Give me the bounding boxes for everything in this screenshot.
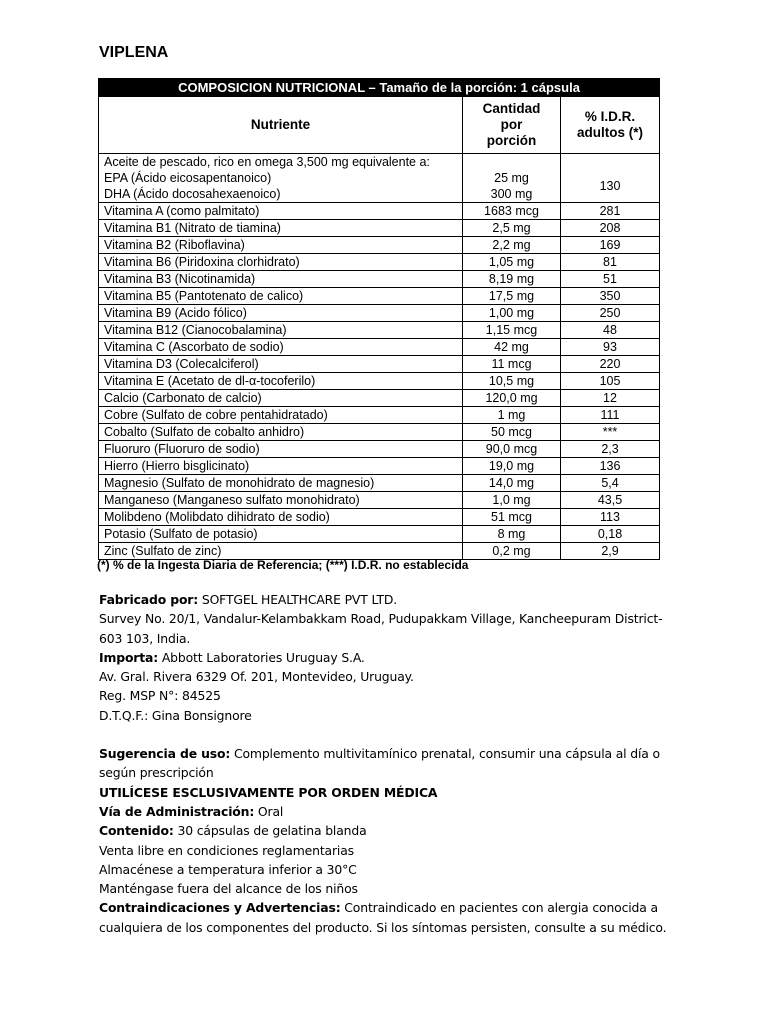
nutrient-idr: 250 (561, 305, 660, 322)
table-row (99, 254, 660, 271)
table-row (99, 288, 660, 305)
nutrient-idr: 220 (561, 356, 660, 373)
nutrient-amount: 51 mcg (463, 509, 561, 526)
nutrition-table (98, 78, 660, 560)
usage-line (99, 744, 679, 763)
nutrient-amount: 8 mg (463, 526, 561, 543)
nutrient-idr: 113 (561, 509, 660, 526)
nutrient-idr: 43,5 (561, 492, 660, 509)
nutrient-idr: 51 (561, 271, 660, 288)
prescription-warning (99, 783, 679, 802)
nutrient-name: Fluoruro (Fluoruro de sodio) (99, 441, 463, 458)
content-line (99, 821, 679, 840)
registration-number: Reg. MSP N°: 84525 (99, 688, 221, 704)
table-row (99, 237, 660, 254)
nutrient-idr: 93 (561, 339, 660, 356)
manufacturer-address-2: 603 103, India. (99, 630, 191, 646)
nutrient-idr: 5,4 (561, 475, 660, 492)
manufacturer-label: Fabricado por: (99, 592, 199, 607)
table-row (99, 492, 660, 509)
nutrient-amount: 1,00 mg (463, 305, 561, 322)
route-value: Oral (254, 803, 284, 819)
manufacturer-address-1: Survey No. 20/1, Vandalur-Kelambakkam Road, Pudupakkam Village, Kancheepuram District- (99, 611, 663, 627)
nutrient-amount: 90,0 mcg (463, 441, 561, 458)
table-footnote: (*) % de la Ingesta Diaria de Referencia; (***) I.D.R. no establecida (97, 558, 469, 572)
table-row (99, 458, 660, 475)
nutrient-name: Vitamina B3 (Nicotinamida) (99, 271, 463, 288)
header-idr-line2: adultos (*) (577, 125, 643, 140)
nutrient-amount: 1 mg (463, 407, 561, 424)
header-amount (463, 97, 561, 154)
route-line (99, 802, 679, 821)
prescription-warning-text: UTILÍCESE ESCLUSIVAMENTE POR ORDEN MÉDICA (99, 784, 438, 800)
content-value: 30 cápsulas de gelatina blanda (173, 823, 367, 839)
contraindications-label: Contraindicaciones y Advertencias: (99, 900, 341, 916)
nutrient-name: Vitamina E (Acetato de dl-α-tocoferilo) (99, 373, 463, 390)
table-row (99, 305, 660, 322)
nutrient-idr: *** (561, 424, 660, 441)
nutrient-idr: 105 (561, 373, 660, 390)
nutrient-name: Manganeso (Manganeso sulfato monohidrato) (99, 492, 463, 509)
nutrient-idr: 111 (561, 407, 660, 424)
children-warning: Manténgase fuera del alcance de los niños (99, 881, 358, 897)
fish-oil-intro-amount-cell (463, 154, 561, 171)
sale-condition: Venta libre en condiciones reglamentarias (99, 842, 354, 858)
table-row (99, 407, 660, 424)
fish-oil-intro: Aceite de pescado, rico en omega 3,500 mg equivalente a: (99, 154, 463, 171)
importer-address: Av. Gral. Rivera 6329 Of. 201, Montevideo, Uruguay. (99, 669, 414, 685)
table-row-epa (99, 170, 660, 186)
nutrient-amount: 2,5 mg (463, 220, 561, 237)
contraindications-value-2: cualquiera de los componentes del producto. Si los síntomas persisten, consulte a su médico. (99, 919, 667, 935)
nutrient-name: Vitamina B12 (Cianocobalamina) (99, 322, 463, 339)
table-row (99, 271, 660, 288)
importer-value: Abbott Laboratories Uruguay S.A. (158, 649, 365, 665)
usage-value-1: Complemento multivitamínico prenatal, consumir una cápsula al día o (230, 746, 660, 762)
nutrient-amount: 1,15 mcg (463, 322, 561, 339)
nutrient-name: Potasio (Sulfato de potasio) (99, 526, 463, 543)
nutrient-idr: 2,3 (561, 441, 660, 458)
storage-condition: Almacénese a temperatura inferior a 30°C (99, 861, 357, 877)
header-idr (561, 97, 660, 154)
nutrient-idr: 350 (561, 288, 660, 305)
nutrient-amount: 8,19 mg (463, 271, 561, 288)
fish-oil-intro-idr-cell (561, 154, 660, 171)
nutrient-amount: 11 mcg (463, 356, 561, 373)
nutrient-name: Hierro (Hierro bisglicinato) (99, 458, 463, 475)
nutrient-amount: 19,0 mg (463, 458, 561, 475)
nutrient-name: Vitamina B9 (Acido fólico) (99, 305, 463, 322)
nutrient-amount: 17,5 mg (463, 288, 561, 305)
table-row-fish-oil-intro (99, 154, 660, 171)
nutrient-name: Molibdeno (Molibdato dihidrato de sodio) (99, 509, 463, 526)
manufacturer-value: SOFTGEL HEALTHCARE PVT LTD. (198, 592, 398, 607)
nutrient-name: Vitamina A (como palmitato) (99, 203, 463, 220)
nutrient-name: Cobre (Sulfato de cobre pentahidratado) (99, 407, 463, 424)
table-row (99, 475, 660, 492)
nutrient-amount: 1,0 mg (463, 492, 561, 509)
route-label: Vía de Administración: (99, 803, 255, 819)
nutrient-name: Cobalto (Sulfato de cobalto anhidro) (99, 424, 463, 441)
nutrient-amount: 120,0 mg (463, 390, 561, 407)
nutrient-amount: 1683 mcg (463, 203, 561, 220)
nutrient-name: Vitamina D3 (Colecalciferol) (99, 356, 463, 373)
manufacturer-line (99, 590, 679, 609)
table-row (99, 509, 660, 526)
nutrient-amount: 2,2 mg (463, 237, 561, 254)
table-row (99, 220, 660, 237)
nutrient-idr: 169 (561, 237, 660, 254)
nutrient-idr: 81 (561, 254, 660, 271)
header-idr-line1: % I.D.R. (584, 109, 636, 124)
nutrient-name: Vitamina B5 (Pantotenato de calico) (99, 288, 463, 305)
nutrient-amount: 42 mg (463, 339, 561, 356)
nutrient-amount: 14,0 mg (463, 475, 561, 492)
header-nutrient: Nutriente (99, 97, 463, 154)
epa-name: EPA (Ácido eicosapentanoico) (99, 170, 463, 186)
usage-label: Sugerencia de uso: (99, 746, 231, 762)
table-banner: COMPOSICION NUTRICIONAL – Tamaño de la porción: 1 cápsula (99, 79, 660, 97)
header-amount-line1: Cantidad (482, 101, 541, 116)
nutrient-name: Magnesio (Sulfato de monohidrato de magnesio) (99, 475, 463, 492)
nutrient-idr: 0,18 (561, 526, 660, 543)
nutrient-name: Vitamina B1 (Nitrato de tiamina) (99, 220, 463, 237)
dha-name: DHA (Ácido docosahexaenoico) (99, 186, 463, 203)
importer-line (99, 648, 679, 667)
dha-amount: 300 mg (463, 186, 561, 203)
nutrient-idr: 12 (561, 390, 660, 407)
epa-amount: 25 mg (463, 170, 561, 186)
table-row (99, 424, 660, 441)
nutrient-idr: 2,9 (561, 543, 660, 560)
nutrient-amount: 50 mcg (463, 424, 561, 441)
table-row (99, 390, 660, 407)
technical-director: D.T.Q.F.: Gina Bonsignore (99, 707, 252, 723)
table-row (99, 356, 660, 373)
table-row (99, 543, 660, 560)
nutrient-amount: 1,05 mg (463, 254, 561, 271)
importer-label: Importa: (99, 649, 159, 665)
content-label: Contenido: (99, 823, 174, 839)
table-row (99, 373, 660, 390)
nutrient-name: Vitamina B6 (Piridoxina clorhidrato) (99, 254, 463, 271)
fish-oil-idr: 130 (561, 170, 660, 203)
usage-value-2: según prescripción (99, 765, 214, 781)
product-title: VIPLENA (99, 44, 169, 61)
nutrient-name: Zinc (Sulfato de zinc) (99, 543, 463, 560)
contraindications-value-1: Contraindicado en pacientes con alergia conocida a (340, 900, 658, 916)
nutrient-name: Calcio (Carbonato de calcio) (99, 390, 463, 407)
table-row (99, 339, 660, 356)
nutrient-name: Vitamina B2 (Riboflavina) (99, 237, 463, 254)
table-row (99, 441, 660, 458)
product-info (99, 590, 679, 937)
nutrient-amount: 10,5 mg (463, 373, 561, 390)
nutrient-idr: 48 (561, 322, 660, 339)
table-row (99, 526, 660, 543)
table-row (99, 322, 660, 339)
nutrient-amount: 0,2 mg (463, 543, 561, 560)
table-row (99, 203, 660, 220)
contraindications-line (99, 898, 679, 917)
nutrient-idr: 281 (561, 203, 660, 220)
nutrient-idr: 208 (561, 220, 660, 237)
nutrient-idr: 136 (561, 458, 660, 475)
header-amount-line2: por (500, 117, 523, 132)
header-amount-line3: porción (486, 133, 537, 148)
nutrient-name: Vitamina C (Ascorbato de sodio) (99, 339, 463, 356)
